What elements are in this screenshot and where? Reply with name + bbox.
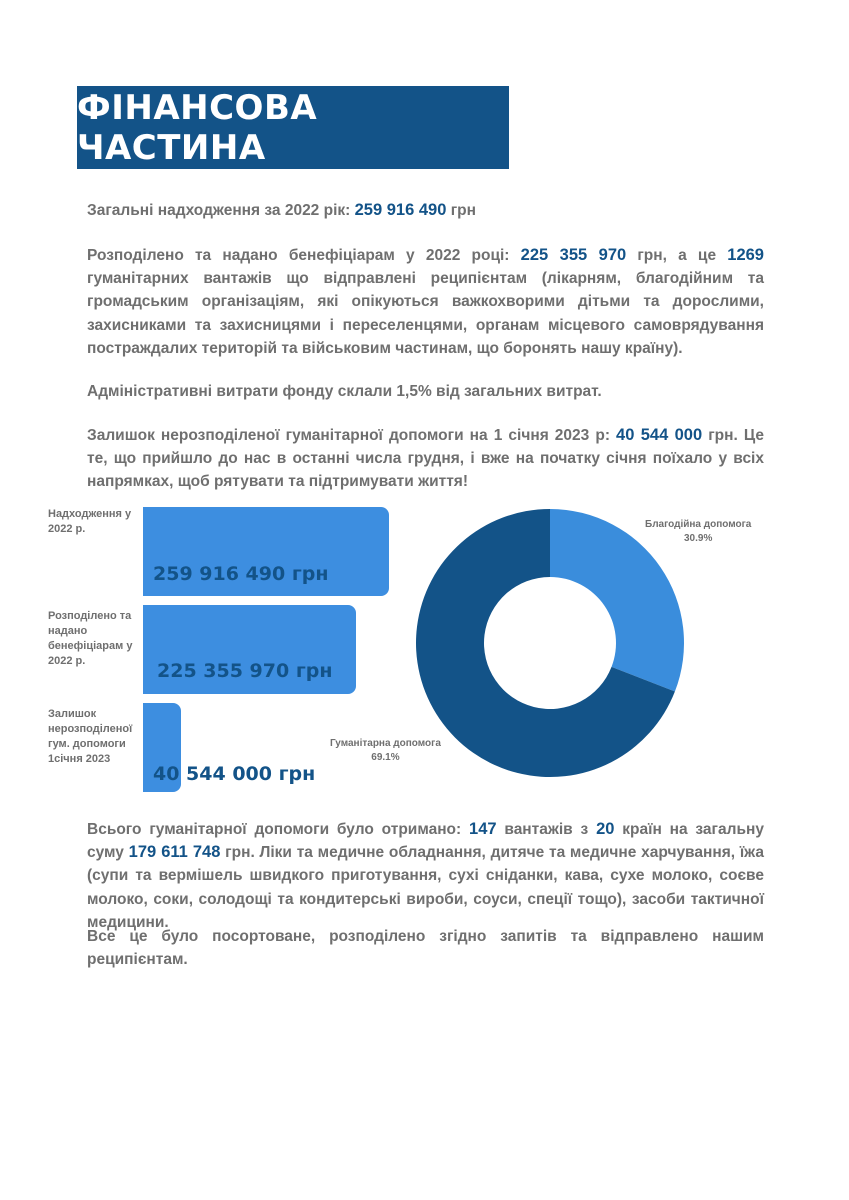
highlight-amount: 225 355 970 xyxy=(520,246,627,264)
bar-label-distributed: Розподілено та надано бенефіціарам у 2022 р. xyxy=(48,610,133,667)
highlight-amount: 179 611 748 xyxy=(128,843,221,862)
donut-label-humanitarian-name: Гуманітарна допомога xyxy=(330,738,441,749)
title-banner xyxy=(77,86,509,169)
bar-remainder-value: 40 544 000 грн xyxy=(153,763,316,785)
bar-distributed-value: 225 355 970 грн xyxy=(157,660,333,682)
text: країн на загальну суму xyxy=(87,821,764,862)
bar-income-value: 259 916 490 грн xyxy=(153,563,329,585)
donut-label-humanitarian-value: 69.1% xyxy=(371,752,400,763)
paragraph-admin-costs: Адміністративні витрати фонду склали 1,5% від загальних витрат. xyxy=(87,383,602,400)
text: грн, а це xyxy=(626,247,728,264)
page-title: ФІНАНСОВА ЧАСТИНА xyxy=(77,87,318,168)
text: гуманітарних вантажів що відправлені реципієнтам (лікарням, благодійним та громадським організаціям, які опікуються важкохворими дітьми та дорослими, захисниками та захисницями і переселенцями, органам місцевого самоврядування постраждалих територій та військовим частинам, що боронять нашу країну). xyxy=(87,270,764,357)
highlight-amount: 259 916 490 xyxy=(354,201,447,219)
bar-label-income: Надходження у 2022 р. xyxy=(48,508,132,535)
text: Розподілено та надано бенефіціарам у 2022 році: xyxy=(87,247,521,264)
text: Залишок нерозподіленої гуманітарної допомоги на 1 січня 2023 р: xyxy=(87,427,617,444)
paragraph-remainder xyxy=(87,424,764,494)
text: грн. Ліки та медичне обладнання, дитяче та медичне харчування, їжа (супи та вермішель швидкого приготування, сухі сніданки, кава, сухе молоко, соєве молоко, соки, солодощі та кондитерські вироби, соуси, спеції тощо), засоби тактичної медицини. xyxy=(87,844,764,931)
highlight-count: 1269 xyxy=(727,246,764,264)
text: грн. Це те, що прийшло до нас в останні числа грудня, і вже на початку січня поїхало у всіх напрямках, щоб рятувати та підтримувати життя! xyxy=(87,427,764,491)
paragraph-received xyxy=(87,818,764,934)
text: вантажів з xyxy=(496,821,597,838)
donut-label-charity-value: 30.9% xyxy=(683,533,713,544)
paragraph-distributed xyxy=(87,244,764,360)
text: Всього гуманітарної допомоги було отримано: xyxy=(87,821,470,838)
donut-label-humanitarian xyxy=(330,737,441,765)
bar-label-remainder: Залишок нерозподіленої гум. допомоги 1січня 2023 xyxy=(48,708,133,765)
donut-label-charity xyxy=(645,518,751,546)
donut-label-charity-name: Благодійна допомога xyxy=(645,519,752,530)
paragraph-total-income xyxy=(87,199,764,222)
text: грн xyxy=(446,202,476,219)
highlight-loads: 147 xyxy=(469,820,497,838)
text: Загальні надходження за 2022 рік: xyxy=(87,202,355,219)
paragraph-sorted: Все це було посортоване, розподілено згідно запитів та відправлено нашим реципієнтам. xyxy=(87,928,764,969)
highlight-amount: 40 544 000 xyxy=(616,426,703,444)
highlight-countries: 20 xyxy=(596,820,615,838)
